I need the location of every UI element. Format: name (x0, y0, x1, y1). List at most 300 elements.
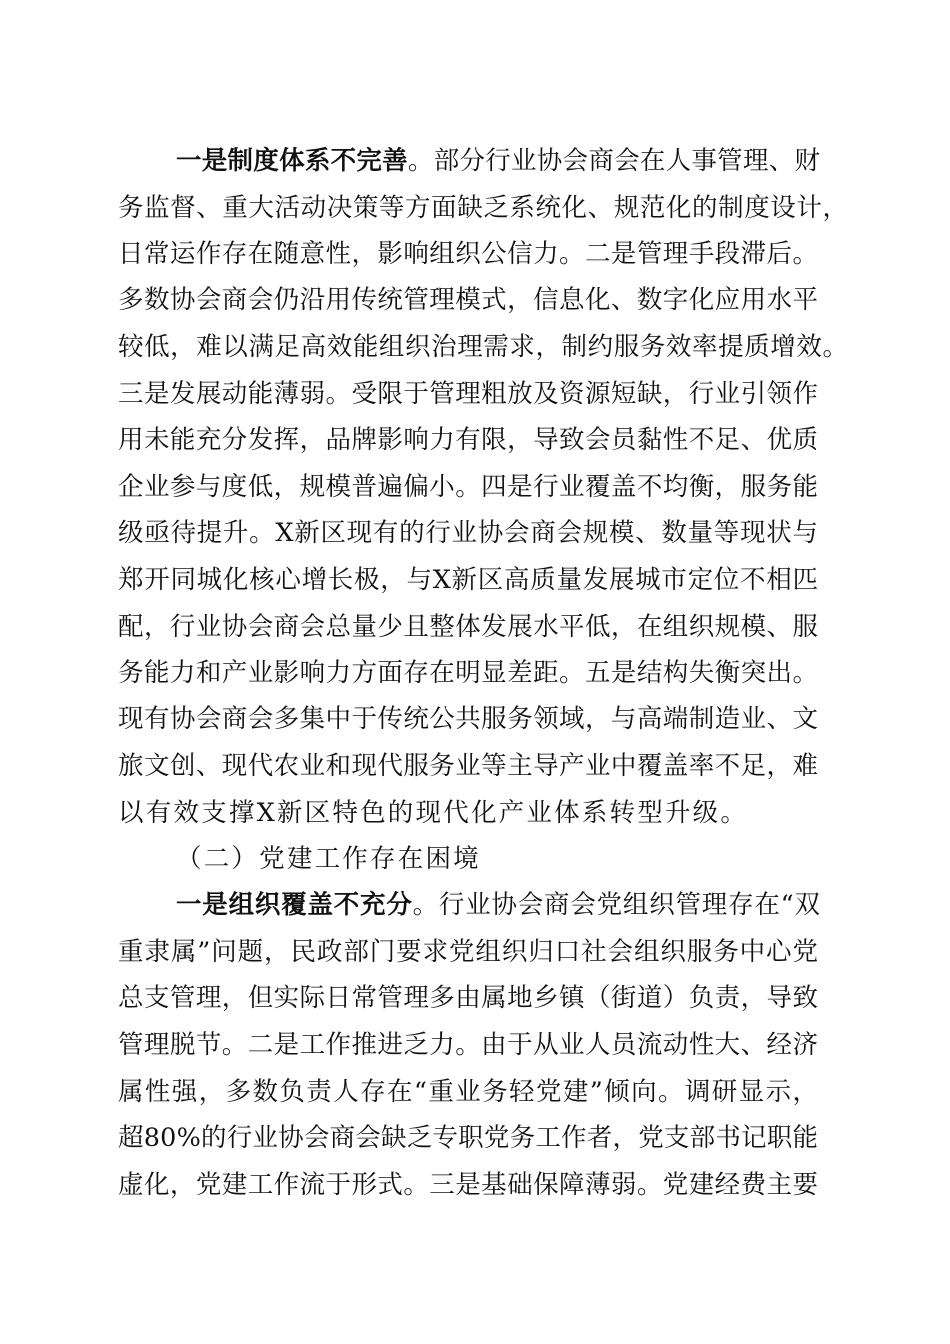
glyph: 工 (299, 1030, 326, 1060)
glyph: 业 (465, 890, 491, 920)
glyph: 定 (687, 565, 714, 595)
glyph: 建 (286, 844, 313, 874)
glyph: 。 (403, 1170, 429, 1200)
text-line (0, 746, 950, 786)
glyph: 监 (144, 193, 170, 223)
glyph: 虚 (118, 1170, 144, 1200)
glyph: 职 (766, 1123, 793, 1153)
glyph: 范 (639, 193, 666, 223)
glyph: 支 (663, 1123, 690, 1153)
glyph: 用 (740, 285, 767, 315)
glyph: 型 (637, 798, 663, 828)
glyph: 要 (396, 937, 422, 967)
glyph: 党 (483, 1123, 510, 1153)
glyph: 管 (169, 983, 196, 1013)
glyph: 数 (252, 1077, 279, 1107)
glyph: 形 (351, 1170, 377, 1200)
glyph: 多 (429, 983, 455, 1013)
glyph: 织 (455, 239, 481, 269)
text-line (0, 932, 950, 972)
glyph: 社 (581, 937, 607, 967)
glyph: 区 (477, 565, 504, 595)
glyph: 障 (559, 1170, 585, 1200)
glyph: 约 (587, 332, 614, 362)
glyph: 工 (247, 1170, 274, 1200)
glyph: 面 (377, 658, 403, 688)
glyph: 。 (720, 798, 746, 828)
glyph: 务 (509, 1123, 536, 1153)
glyph: 要 (792, 1170, 818, 1200)
glyph: 、 (587, 193, 614, 223)
glyph: 及 (533, 379, 559, 409)
glyph: 转 (609, 798, 636, 828)
text-line (0, 1025, 950, 1065)
glyph: 会 (556, 518, 582, 548)
glyph: 由 (455, 983, 481, 1013)
glyph: 党 (535, 1077, 562, 1107)
glyph: ， (822, 193, 848, 223)
glyph: 支 (143, 983, 170, 1013)
glyph: 效 (173, 798, 199, 828)
glyph: 总 (325, 612, 352, 642)
glyph: 影 (273, 658, 300, 688)
glyph: 数 (143, 285, 170, 315)
glyph: 经 (714, 1170, 741, 1200)
glyph: 主 (766, 1170, 793, 1200)
glyph: 展 (195, 379, 222, 409)
glyph: 于 (351, 704, 377, 734)
glyph: 经 (766, 1030, 793, 1060)
glyph: 8 (143, 1123, 160, 1153)
glyph: 化 (561, 193, 588, 223)
glyph: 引 (740, 379, 767, 409)
glyph: 织 (501, 937, 528, 967)
glyph: 流 (299, 1170, 326, 1200)
glyph: 支 (201, 798, 227, 828)
glyph: 专 (432, 1123, 458, 1153)
glyph: “ (413, 1077, 427, 1107)
glyph: （ (584, 983, 611, 1013)
text-line (0, 188, 950, 228)
glyph: 多 (118, 285, 144, 315)
glyph: 影 (377, 239, 403, 269)
glyph: 进 (377, 1030, 403, 1060)
glyph: 沿 (299, 285, 326, 315)
text-line (0, 1165, 950, 1205)
glyph: 端 (662, 704, 689, 734)
glyph: 存 (360, 1077, 386, 1107)
glyph: ， (169, 1170, 196, 1200)
glyph: 书 (715, 1123, 741, 1153)
glyph: 现 (221, 751, 248, 781)
glyph: 制 (227, 146, 254, 176)
glyph: 质 (530, 565, 556, 595)
glyph: 用 (118, 425, 144, 455)
glyph: 且 (403, 612, 429, 642)
glyph: 差 (507, 658, 533, 688)
glyph: 普 (351, 472, 377, 502)
glyph: 是 (610, 658, 637, 688)
glyph: 行 (485, 146, 511, 176)
glyph: 制 (688, 704, 715, 734)
glyph: 模 (608, 518, 635, 548)
glyph: 统 (403, 704, 429, 734)
glyph: 会 (562, 146, 589, 176)
glyph: 题 (237, 937, 264, 967)
glyph: 党 (596, 890, 623, 920)
glyph: 大 (714, 1030, 741, 1060)
glyph: 流 (636, 1030, 663, 1060)
glyph: 。 (636, 1170, 663, 1200)
glyph: 充 (195, 425, 222, 455)
glyph: 存 (403, 658, 429, 688)
glyph: ， (380, 565, 406, 595)
glyph: 存 (370, 844, 396, 874)
glyph: 员 (610, 1030, 637, 1060)
glyph: 。 (559, 239, 585, 269)
glyph: 党 (662, 1170, 689, 1200)
glyph: 部 (343, 937, 369, 967)
glyph: 中 (739, 937, 766, 967)
glyph: 商 (221, 285, 248, 315)
glyph: 量 (556, 565, 582, 595)
glyph: 行 (533, 472, 559, 502)
glyph: 服 (686, 937, 713, 967)
glyph: 属 (118, 1077, 144, 1107)
glyph: 商 (221, 704, 248, 734)
glyph: 是 (507, 472, 533, 502)
glyph: 会 (247, 612, 274, 642)
glyph: 长 (327, 565, 354, 595)
glyph: 状 (766, 518, 792, 548)
glyph: 属 (481, 983, 507, 1013)
glyph: 务 (766, 472, 793, 502)
glyph: 工 (314, 844, 341, 874)
glyph: 责 (306, 1077, 332, 1107)
glyph: 是 (202, 890, 228, 920)
glyph: 覆 (584, 472, 611, 502)
glyph: 高 (636, 704, 663, 734)
glyph: 重 (428, 1077, 454, 1107)
text-line (0, 793, 950, 833)
glyph: 不 (333, 890, 360, 920)
glyph: 覆 (281, 890, 307, 920)
glyph: 事 (691, 146, 717, 176)
glyph: 源 (584, 379, 611, 409)
glyph: 发 (247, 425, 274, 455)
glyph: 衡 (688, 472, 715, 502)
glyph: 亟 (144, 518, 170, 548)
glyph: 升 (664, 798, 691, 828)
glyph: 发 (169, 379, 196, 409)
glyph: 、 (740, 1030, 767, 1060)
glyph: 动 (221, 379, 248, 409)
glyph: 轻 (509, 1077, 535, 1107)
glyph: 有 (145, 798, 172, 828)
glyph: 不 (688, 425, 715, 455)
glyph: 组 (378, 332, 405, 362)
glyph: 织 (405, 332, 431, 362)
glyph: 、 (740, 425, 767, 455)
glyph: 产 (559, 751, 585, 781)
glyph: 口 (554, 937, 581, 967)
glyph: 存 (728, 890, 754, 920)
glyph: 模 (325, 472, 352, 502)
glyph: 城 (635, 565, 661, 595)
glyph: 需 (483, 332, 509, 362)
glyph: 不 (740, 565, 766, 595)
glyph: 能 (247, 379, 274, 409)
glyph: 。 (559, 658, 585, 688)
glyph: % (176, 1123, 201, 1153)
glyph: 未 (143, 425, 170, 455)
glyph: 以 (118, 798, 144, 828)
glyph: 少 (377, 612, 403, 642)
glyph: X (275, 518, 294, 548)
glyph: 足 (714, 425, 741, 455)
glyph: 等 (713, 518, 740, 548)
glyph: 统 (377, 285, 403, 315)
glyph: 是 (610, 239, 637, 269)
glyph: 整 (429, 612, 455, 642)
glyph: 突 (740, 658, 767, 688)
glyph: 度 (744, 193, 770, 223)
glyph: 协 (221, 612, 248, 642)
glyph: 商 (273, 612, 300, 642)
glyph: 提 (718, 332, 744, 362)
glyph: 响 (403, 239, 429, 269)
glyph: 业 (247, 658, 274, 688)
glyph: 度 (221, 472, 248, 502)
glyph: 实 (273, 983, 300, 1013)
glyph: 节 (195, 1030, 222, 1060)
glyph: 协 (169, 285, 196, 315)
glyph: 平 (792, 285, 818, 315)
glyph: 相 (766, 565, 792, 595)
glyph: 作 (325, 1030, 352, 1060)
glyph: 商 (329, 1123, 356, 1153)
glyph: 活 (274, 193, 301, 223)
glyph: 、 (195, 751, 222, 781)
glyph: 高 (300, 332, 327, 362)
glyph: 足 (274, 332, 301, 362)
glyph: 业 (143, 472, 170, 502)
glyph: 等 (378, 193, 405, 223)
glyph: 务 (118, 193, 144, 223)
glyph: 效 (796, 332, 822, 362)
glyph: 推 (351, 1030, 377, 1060)
glyph: 小 (429, 472, 455, 502)
glyph: 、 (635, 518, 661, 548)
glyph: 组 (429, 239, 455, 269)
glyph: 保 (533, 1170, 559, 1200)
glyph: ， (170, 332, 196, 362)
glyph: 化 (688, 285, 715, 315)
glyph: 旅 (118, 751, 144, 781)
glyph: 代 (247, 751, 274, 781)
glyph: 作 (561, 1123, 587, 1153)
glyph: 由 (481, 1030, 507, 1060)
glyph: 缺 (457, 193, 483, 223)
glyph: 管 (118, 1030, 144, 1060)
glyph: 品 (325, 425, 352, 455)
glyph: 效 (326, 332, 353, 362)
glyph: 体 (455, 612, 481, 642)
glyph: 心 (766, 937, 792, 967)
glyph: 新 (294, 518, 320, 548)
glyph: 业 (455, 751, 481, 781)
glyph: ， (198, 1077, 225, 1107)
glyph: 理 (701, 890, 728, 920)
glyph: 服 (481, 704, 507, 734)
glyph: 者 (586, 1123, 613, 1153)
glyph: 显 (481, 658, 507, 688)
glyph: 化 (470, 798, 497, 828)
glyph: 在 (636, 612, 663, 642)
glyph: 心 (275, 565, 301, 595)
glyph: 务 (482, 1077, 508, 1107)
glyph: 会 (299, 612, 326, 642)
glyph: 黏 (636, 425, 663, 455)
glyph: 方 (351, 658, 377, 688)
glyph: 领 (766, 379, 793, 409)
glyph: 。 (792, 239, 818, 269)
glyph: 组 (228, 890, 255, 920)
glyph: 重 (222, 193, 248, 223)
glyph: 调 (684, 1077, 711, 1107)
glyph: 部 (433, 146, 460, 176)
glyph: 系 (581, 798, 608, 828)
glyph: 在 (397, 844, 424, 874)
glyph: 二 (247, 1030, 274, 1060)
glyph: 遍 (377, 472, 403, 502)
glyph: 盖 (307, 890, 333, 920)
text-line (0, 420, 950, 460)
glyph: 一 (176, 146, 202, 176)
text-line (0, 141, 950, 181)
glyph: 济 (792, 1030, 818, 1060)
glyph: 。 (455, 472, 481, 502)
glyph: 导 (533, 425, 559, 455)
glyph: 等 (481, 751, 507, 781)
glyph: 常 (351, 983, 377, 1013)
glyph: 强 (171, 1077, 198, 1107)
glyph: 息 (559, 285, 585, 315)
glyph: 难 (792, 751, 818, 781)
glyph: 务 (429, 751, 455, 781)
text-line (0, 374, 950, 414)
glyph: 善 (382, 146, 408, 176)
glyph: 传 (377, 704, 403, 734)
glyph: 管 (429, 379, 455, 409)
glyph: 规 (714, 612, 741, 642)
glyph: 理 (662, 239, 689, 269)
glyph: 商 (544, 890, 570, 920)
glyph: 党 (792, 937, 818, 967)
glyph: 协 (491, 890, 517, 920)
glyph: 盖 (662, 751, 689, 781)
glyph: 运 (169, 239, 196, 269)
glyph: 粗 (481, 379, 507, 409)
glyph: 域 (559, 704, 585, 734)
glyph: 业 (740, 704, 767, 734)
glyph: 织 (649, 890, 675, 920)
glyph: 量 (351, 612, 377, 642)
glyph: 建 (562, 1077, 589, 1107)
glyph: ， (273, 472, 300, 502)
glyph: 致 (559, 425, 585, 455)
glyph: 充 (360, 890, 386, 920)
glyph: 动 (300, 193, 327, 223)
glyph: 极 (354, 565, 380, 595)
glyph: ， (299, 425, 326, 455)
glyph: 部 (689, 1123, 716, 1153)
glyph: 但 (247, 983, 274, 1013)
glyph: 在 (754, 890, 780, 920)
glyph: 会 (614, 146, 640, 176)
glyph: 能 (352, 332, 379, 362)
glyph: 能 (169, 425, 196, 455)
glyph: ， (610, 612, 637, 642)
glyph: 在 (429, 658, 455, 688)
glyph: 。 (657, 1077, 684, 1107)
glyph: 负 (688, 983, 715, 1013)
glyph: 限 (377, 379, 403, 409)
glyph: 展 (608, 565, 635, 595)
glyph: 市 (661, 565, 687, 595)
glyph: 。 (412, 890, 439, 920)
glyph: 的 (692, 193, 718, 223)
glyph: 协 (278, 1123, 304, 1153)
glyph: 多 (225, 1077, 252, 1107)
glyph: 服 (792, 612, 818, 642)
glyph: 理 (143, 1030, 170, 1060)
glyph: 基 (481, 1170, 507, 1200)
glyph: 数 (661, 518, 687, 548)
glyph: 手 (688, 239, 715, 269)
glyph: 完 (356, 146, 382, 176)
glyph: 模 (455, 285, 481, 315)
glyph: 能 (792, 472, 818, 502)
glyph: 问 (211, 937, 237, 967)
glyph: 于 (325, 1170, 352, 1200)
glyph: 特 (332, 798, 358, 828)
glyph: 力 (429, 425, 455, 455)
glyph: 传 (351, 285, 377, 315)
glyph: 服 (740, 472, 767, 502)
glyph: 盖 (610, 472, 637, 502)
glyph: 脱 (169, 1030, 196, 1060)
glyph: 础 (507, 1170, 533, 1200)
glyph: 应 (714, 285, 741, 315)
glyph: 服 (403, 751, 429, 781)
text-line (0, 839, 950, 879)
glyph: 高 (504, 565, 530, 595)
glyph: 理 (429, 285, 455, 315)
glyph: 理 (455, 379, 481, 409)
glyph: 与 (610, 704, 637, 734)
glyph: 数 (636, 285, 663, 315)
glyph: ， (792, 1077, 818, 1107)
glyph: 的 (387, 798, 414, 828)
glyph: ， (221, 983, 248, 1013)
glyph: 业 (455, 1077, 481, 1107)
glyph: 领 (533, 704, 559, 734)
glyph: 足 (740, 751, 767, 781)
glyph: 行 (425, 518, 451, 548)
glyph: 是 (273, 1030, 300, 1060)
glyph: 在 (639, 146, 666, 176)
